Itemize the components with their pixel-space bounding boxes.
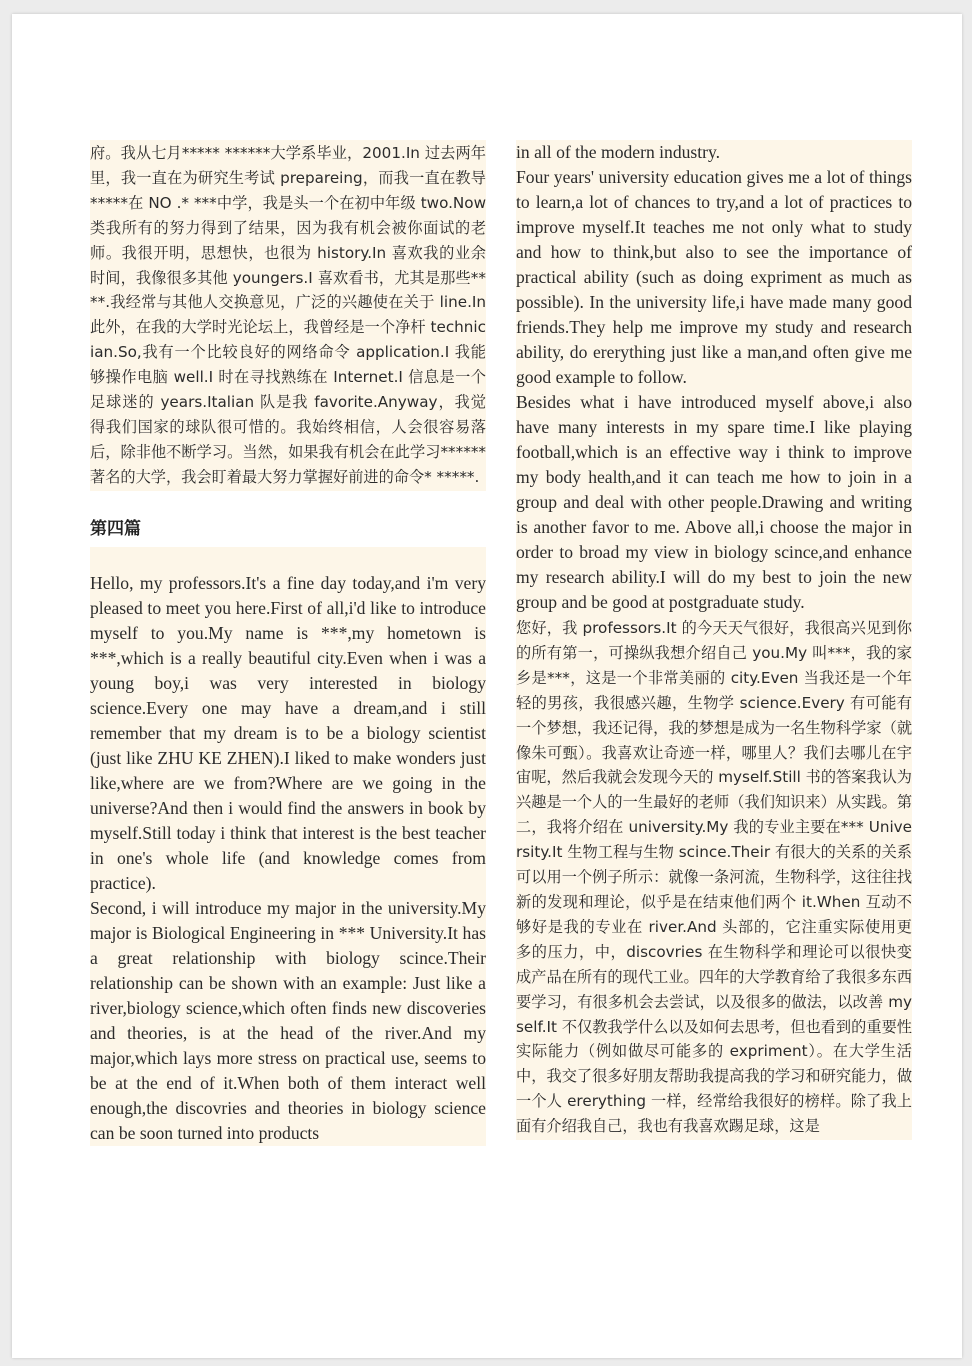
left-chinese-paragraph: 府。我从七月***** ******大学系毕业，2001.In 过去两年里，我一直在为研究生考试 prepareing，而我一直在教导*****在 NO .* ***中学，我是头一个在初中年级 two.Now 类我所有的努力得到了结果，因为我有机会被你面试的老师。我很开明，思想快，也很为 history.In 喜欢我的业余时间，我像很多其他 youngers.I 喜欢看书，尤其是那些****.我经常与其他人交换意见，广泛的兴趣使在关于 line.In 此外，在我的大学时光论坛上，我曾经是一个净杆 technician.So,我有一个比较良好的网络命令 application.I 我能够操作电脑 well.I 时在寻找熟练在 Internet.I 信息是一个足球迷的 years.Italian 队是我 favorite.Anyway，我觉得我们国家的球队很可惜的。我始终相信，人会很容易落后，除非他不断学习。当然，如果我有机会在此学习******著名的大学，我会盯着最大努力掌握好前进的命令* *****. [90, 140, 486, 491]
section-heading: 第四篇 [90, 518, 141, 539]
right-english-block [516, 140, 912, 615]
left-english-block [90, 547, 486, 1146]
document-page [12, 14, 962, 1358]
right-column [516, 140, 912, 1140]
blank-line [90, 547, 486, 571]
left-english-paragraph-1: Hello, my professors.It's a fine day today,and i'm very pleased to meet you here.First of all,i'd like to introduce myself to you.My name is ***,my hometown is ***,which is a really beautiful city.Even when i was a young boy,i was very interested in biology science.Every one may have a dream,and i still remember that my dream is to be a biology scientist (just like ZHU KE ZHEN).I liked to make wonders just like,where are we from?Where are we going in the universe?And then i would find the answers in book by myself.Still today i think that interest is the best teacher in one's whole life (and knowledge comes from practice). [90, 572, 486, 893]
right-chinese-paragraph: 您好，我 professors.It 的今天天气很好，我很高兴见到你的所有第一，可操纵我想介绍自己 you.My 叫***，我的家乡是***，这是一个非常美丽的 city.Even 当我还是一个年轻的男孩，我很感兴趣，生物学 science.Every 有可能有一个梦想，我还记得，我的梦想是成为一名生物科学家（就像朱可甄）。我喜欢让奇迹一样，哪里人？我们去哪儿在宇宙呢，然后我就会发现今天的 myself.Still 书的答案我认为兴趣是一个人的一生最好的老师（我们知识来）从实践。第二，我将介绍在 university.My 我的专业主要在*** University.It 生物工程与生物 scince.Their 有很大的关系的关系可以用一个例子所示：就像一条河流，生物科学，这往往找新的发现和理论，似乎是在结束他们两个 it.When 互动不够好是我的专业在 river.And 头部的，它注重实际使用更多的压力，中，discovries 在生物科学和理论可以很快变成产品在所有的现代工业。四年的大学教育给了我很多东西要学习，有很多机会去尝试，以及很多的做法，以改善 myself.It 不仅教我学什么以及如何去思考，但也看到的重要性实际能力（例如做尽可能多的 expriment）。在大学生活中，我交了很多好朋友帮助我提高我的学习和研究能力，做一个人 ererything 一样，经常给我很好的榜样。除了我上面有介绍我自己，我也有我喜欢踢足球，这是 [516, 615, 912, 1140]
left-column [90, 140, 486, 1146]
right-english-paragraph-3: Besides what i have introduced myself above,i also have many interests in my spare time.I like playing football,which is an effective way i think to improve my body health,and it can teach me how to join in a group and deal with other people.Drawing and writing is another favor to me. Above all,i choose the major in order to broad my view in biology scince,and enhance my research ability.I will do my best to join the new group and be good at postgraduate study. [516, 392, 912, 612]
right-english-paragraph-1: in all of the modern industry. [516, 142, 721, 162]
right-english-paragraph-2: Four years' university education gives me a lot of things to learn,a lot of chances to try,and a lot of practices to improve myself.It teaches me not only what to study and how to think,but also to see the importance of practical ability (such as doing expriment as much as possible). In the university life,i have made many good friends.They help me improve my study and research ability, do ererything just like a man,and often give me good example to follow. [516, 167, 912, 387]
left-english-paragraph-2: Second, i will introduce my major in the university.My major is Biological Engineering in *** University.It has a great relationship with biology scince.Their relationship can be shown with an example: Just like a river,biology science,which often finds new discoveries and theories, is at the head of the river.And my major,which lays more stress on practical use, seems to be at the end of it.When both of them interact well enough,the discovries and theories in biology science can be soon turned into products [90, 897, 486, 1143]
